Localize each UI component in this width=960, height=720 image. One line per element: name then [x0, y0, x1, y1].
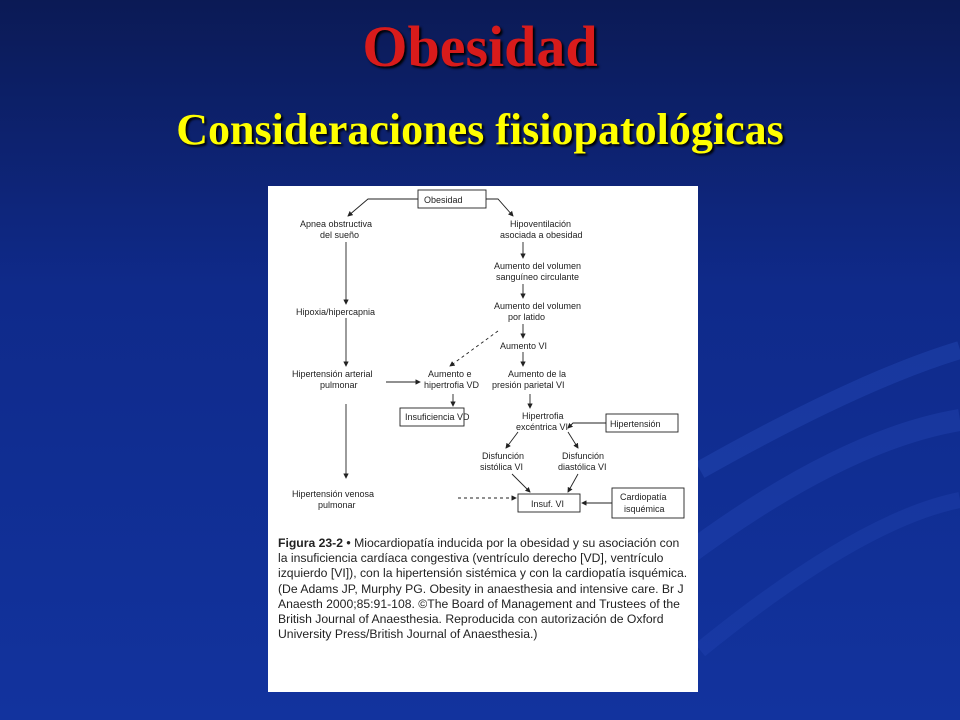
caption-label: Figura 23-2 • — [278, 536, 351, 550]
node-vol-sang-2: sanguíneo circulante — [496, 272, 580, 282]
node-aumento-vi: Aumento VI — [500, 341, 548, 351]
node-hipoxia: Hipoxia/hipercapnia — [296, 307, 376, 317]
node-vol-sang-1: Aumento del volumen — [494, 261, 582, 271]
node-hta-venosa-1: Hipertensión venosa — [292, 489, 375, 499]
node-insuf-vi: Insuf. VI — [531, 499, 565, 509]
node-hipertrofia-vd-2: hipertrofia VD — [424, 380, 480, 390]
node-insuf-vd: Insuficiencia VD — [405, 412, 470, 422]
node-disf-sist-2: sistólica VI — [480, 462, 524, 472]
node-apnea-2: del sueño — [320, 230, 360, 240]
node-vol-lat-1: Aumento del volumen — [494, 301, 582, 311]
figure-caption — [278, 536, 690, 642]
flowchart-figure — [268, 186, 698, 692]
slide-title: Obesidad — [362, 14, 598, 79]
node-hipovent-2: asociada a obesidad — [500, 230, 583, 240]
node-hta-pulm-2: pulmonar — [320, 380, 358, 390]
slide-subtitle: Consideraciones fisiopatológicas — [176, 105, 784, 154]
node-cardiopatia-1: Cardiopatía — [620, 492, 667, 502]
node-hipertrofia-vd-1: Aumento e — [428, 369, 472, 379]
node-presion-vi-2: presión parietal VI — [492, 380, 565, 390]
node-hipovent-1: Hipoventilación — [510, 219, 572, 229]
node-disf-diast-1: Disfunción — [562, 451, 605, 461]
node-hipertension: Hipertensión — [610, 419, 661, 429]
node-hta-pulm-1: Hipertensión arterial — [292, 369, 373, 379]
node-cardiopatia-2: isquémica — [624, 504, 665, 514]
node-hipertrofia-exc-1: Hipertrofia — [522, 411, 564, 421]
caption-text: Miocardiopatía inducida por la obesidad y su asociación con la insuficiencia cardíaca congestiva (ventrículo derecho [VD], ventrículo izquierdo [VI]), con la hipertensión sistémica y con la cardiopatía isquémica. (De Adams JP, Murphy PG. Obesity in anaesthesia and intensive care. Br J Anaesth 2000;85:91-108. ©The Board of Management and Trustees of the British Journal of Anaesthesia. Reproducida con autorización de Oxford University Press/British Journal of Anaesthesia.) — [278, 536, 688, 642]
node-hipertrofia-exc-2: excéntrica VI — [516, 422, 569, 432]
node-disf-sist-1: Disfunción — [482, 451, 525, 461]
node-hta-venosa-2: pulmonar — [318, 500, 356, 510]
node-apnea-1: Apnea obstructiva — [300, 219, 373, 229]
node-vol-lat-2: por latido — [508, 312, 546, 322]
node-disf-diast-2: diastólica VI — [558, 462, 607, 472]
node-presion-vi-1: Aumento de la — [508, 369, 567, 379]
node-obesidad: Obesidad — [424, 195, 463, 205]
flowchart-diagram — [268, 186, 698, 536]
